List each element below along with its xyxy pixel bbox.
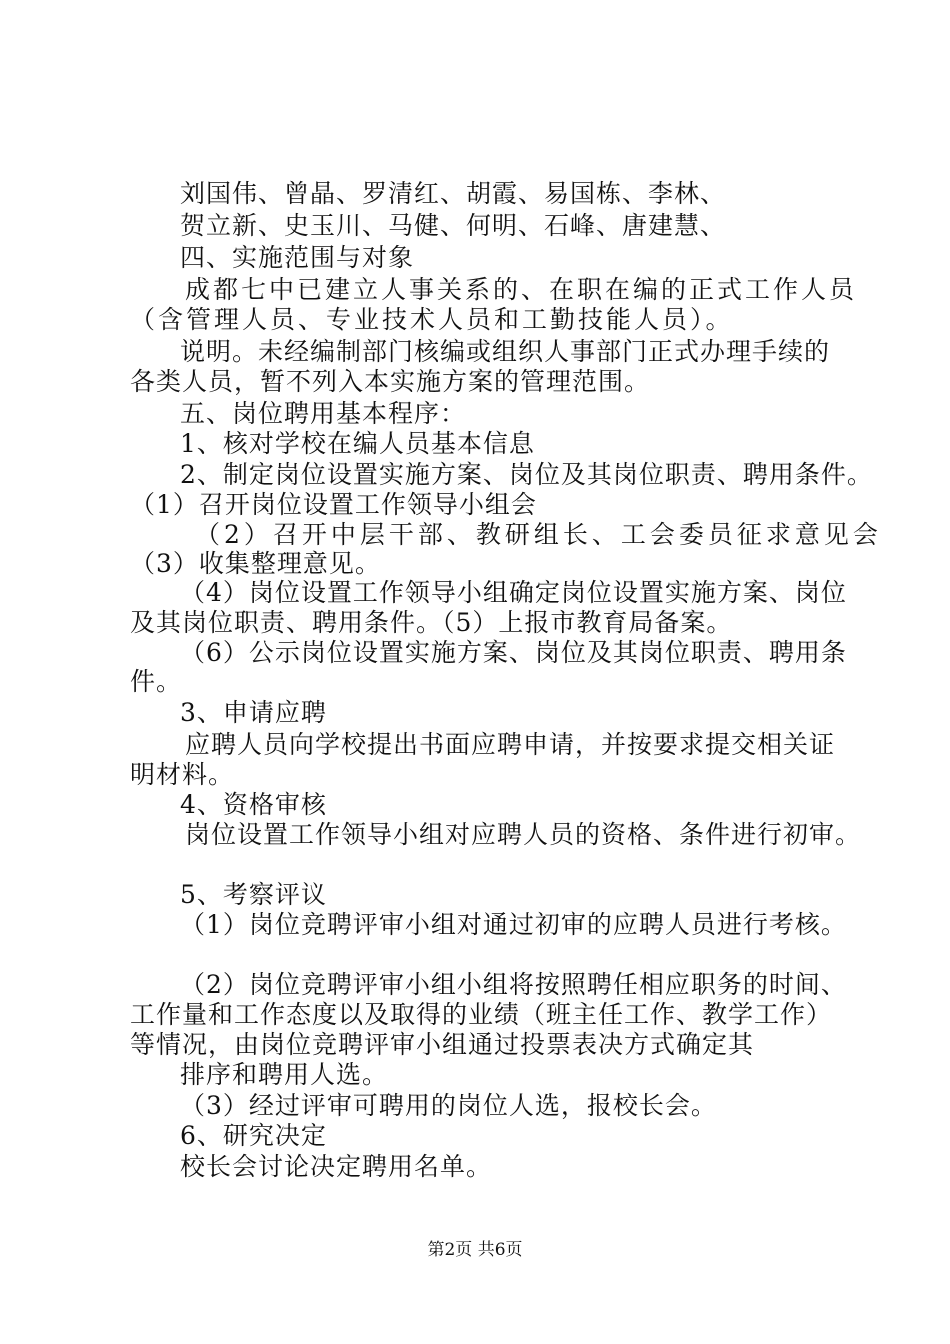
step-5-item-1: （1）岗位竞聘评审小组对通过初审的应聘人员进行考核。 [180,910,847,939]
step-3-text: 应聘人员向学校提出书面应聘申请，并按要求提交相关证 [185,730,836,759]
step-4-text: 岗位设置工作领导小组对应聘人员的资格、条件进行初审。 [185,820,862,849]
step-1: 1、核对学校在编人员基本信息 [180,429,535,458]
step-6-text: 校长会讨论决定聘用名单。 [180,1152,493,1181]
step-2-item-3: （3）收集整理意见。 [130,549,381,578]
step-5-item-3: （3）经过评审可聘用的岗位人选，报校长会。 [180,1091,717,1120]
step-5: 5、考察评议 [180,880,327,909]
text-line-5: （含管理人员、专业技术人员和工勤技能人员）。 [130,305,734,334]
step-2-item-4: （4）岗位设置工作领导小组确定岗位设置实施方案、岗位 [180,578,847,607]
step-2-item-6-cont: 件。 [130,667,183,696]
text-line-4: 成都七中已建立人事关系的、在职在编的正式工作人员 [185,275,858,304]
step-5-item-2: （2）岗位竞聘评审小组小组将按照聘任相应职务的时间、 [180,970,847,999]
step-2-item-2: （2）召开中层干部、教研组长、工会委员征求意见会 [195,520,882,549]
text-line-1: 刘国伟、曾晶、罗清红、胡霞、易国栋、李林、 [180,179,727,208]
step-3-text-cont: 明材料。 [130,760,235,789]
text-line-7: 各类人员，暂不列入本实施方案的管理范围。 [130,367,651,396]
step-4: 4、资格审核 [180,790,327,819]
step-5-item-2-cont-2: 等情况，由岗位竞聘评审小组通过投票表决方式确定其 [130,1030,755,1059]
step-6: 6、研究决定 [180,1121,327,1150]
section-heading-5: 五、岗位聘用基本程序： [180,399,467,428]
step-2-item-6: （6）公示岗位设置实施方案、岗位及其岗位职责、聘用条 [180,638,847,667]
step-2-item-4-cont: 及其岗位职责、聘用条件。（5）上报市教育局备案。 [130,608,733,637]
step-2-item-1: （1）召开岗位设置工作领导小组会 [130,490,537,519]
text-line-2: 贺立新、史玉川、马健、何明、石峰、唐建慧、 [180,211,727,240]
step-5-item-2-cont-3: 排序和聘用人选。 [180,1060,389,1089]
section-heading-4: 四、实施范围与对象 [180,243,415,272]
step-2: 2、制定岗位设置实施方案、岗位及其岗位职责、聘用条件。 [180,460,873,489]
step-5-item-2-cont-1: 工作量和工作态度以及取得的业绩（班主任工作、教学工作） [130,1000,833,1029]
step-3: 3、申请应聘 [180,698,327,727]
page-footer: 第2页 共6页 [427,1240,523,1260]
text-line-6: 说明。未经编制部门核编或组织人事部门正式办理手续的 [180,337,831,366]
